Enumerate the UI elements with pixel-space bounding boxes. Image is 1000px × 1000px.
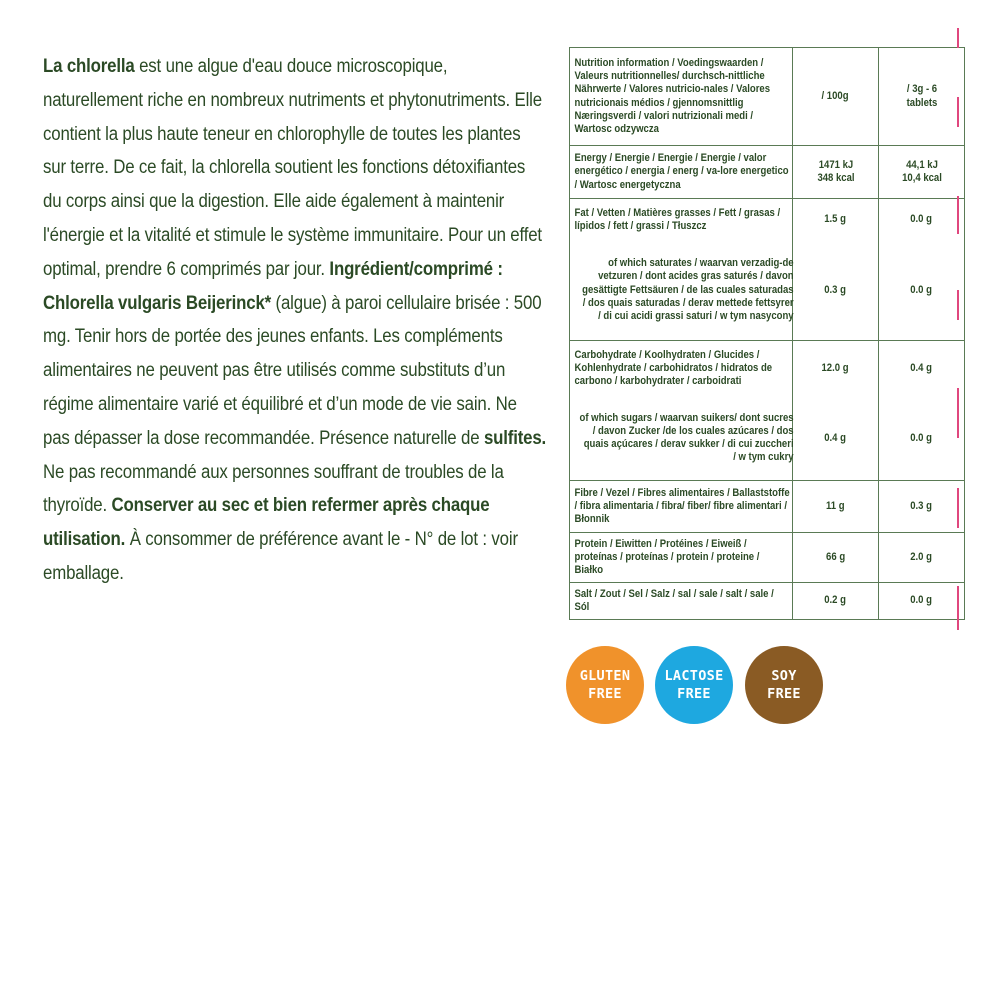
row-value-serving: 0.0 g <box>910 594 933 607</box>
intro-text: est une algue d'eau douce microscopique, naturellement riche en nombreux nutriments et phytonutriments. Elle contient la plus haute teneur en chlorophylle de toutes les plantes sur terre. De ce fait, la chlorella soutient les fonctions détoxifiantes du corps ainsi que la digestion. Elle aide également à maintenir l'énergie et la vitalité et stimule le système immunitaire. Pour un effet optimal, prendre 6 comprimés par jour. <box>43 55 542 280</box>
accent-mark <box>957 388 959 438</box>
row-label: of which sugars / waarvan suikers/ dont sucres / davon Zucker /de los cuales azúcares / dos quais açúcares / derav sukker / di cui zuccheri / w tym cukry <box>579 411 794 464</box>
header-100g-cell <box>793 48 879 146</box>
accent-mark <box>957 97 959 127</box>
row-label: Protein / Eiwitten / Protéines / Eiweiß / proteínas / proteínas / protein / proteine / Białko <box>574 537 760 577</box>
ingredient-bold: Ingrédient/comprimé : Chlorella vulgaris Beijerinck* <box>43 257 503 314</box>
accent-mark <box>957 586 959 630</box>
row-label: of which saturates / waarvan verzadig-de vetzuren / dont acides gras saturés / davon gesättigte Fettsäuren / de las cuales saturadas / dos quais saturadas / derav mettede fettsyrer / di cui acidi grassi saturi / w tym nasycony <box>582 257 794 323</box>
nutrition-header-row <box>570 48 965 146</box>
end-text: À consommer de préférence avant le - N° de lot : voir emballage. <box>43 528 518 584</box>
row-value-100g: 0.2 g <box>824 594 847 607</box>
accent-mark <box>957 488 959 528</box>
row-value-100g: 0.4 g <box>824 431 847 444</box>
badge-line1: GLUTEN <box>579 668 631 684</box>
description-paragraph <box>43 50 546 591</box>
row-value-100g: 1.5 g <box>824 213 847 226</box>
nutrition-row-protein <box>570 533 965 583</box>
row-value-100g: 0.3 g <box>824 283 847 296</box>
nutrition-row-carbohydrate <box>570 341 965 397</box>
header-label: Nutrition information / Voedingswaarden / Valeurs nutritionnelles/ durchsch-nittliche Nährwerte / Valores nutricio-nales / Valores nutricionais médios / gjennomsnittlig Næringsverdi / valori nutrizionali medi / Wartosc odzywcza <box>574 56 771 135</box>
thyroid-text: Ne pas recommandé aux personnes souffrant de troubles de la thyroïde. <box>43 460 504 517</box>
ingredient-text: (algue) à paroi cellulaire brisée : 500 mg. Tenir hors de portée des jeunes enfants. Les compléments alimentaires ne peuvent pas être utilisés comme substituts d’un régime alimentaire varié et équilibré et d’un mode de vie sain. Ne pas dépasser la dose recommandée. Présence naturelle de <box>43 291 542 449</box>
row-label: Fibre / Vezel / Fibres alimentaires / Ballaststoffe / fibra alimentaria / fibra/ fiber/ fibre alimentari / Błonnik <box>574 486 790 526</box>
row-value-serving: 44,1 kJ 10,4 kcal <box>901 158 942 184</box>
accent-mark <box>957 290 959 320</box>
nutrition-row-fibre <box>570 481 965 533</box>
row-value-serving: 0.0 g <box>910 283 933 296</box>
row-value-serving: 0.0 g <box>910 213 933 226</box>
nutrition-row-sugars <box>570 397 965 481</box>
lactose-free-badge <box>655 646 733 724</box>
row-value-100g: 66 g <box>825 550 846 563</box>
nutrition-row-saturates <box>570 241 965 341</box>
row-value-serving: 0.4 g <box>910 362 933 375</box>
product-description <box>43 50 546 591</box>
row-value-100g: 11 g <box>826 499 845 512</box>
header-label-cell <box>570 48 793 146</box>
row-value-serving: 0.3 g <box>910 499 933 512</box>
accent-mark <box>957 196 959 234</box>
header-serving-cell <box>879 48 965 146</box>
badge-line1: LACTOSE <box>664 668 724 684</box>
nutrition-table <box>569 47 965 620</box>
row-value-100g: 1471 kJ 348 kcal <box>816 158 855 184</box>
header-100g: / 100g <box>821 89 850 102</box>
badge-line2: FREE <box>677 686 711 702</box>
gluten-free-badge <box>566 646 644 724</box>
storage-bold: Conserver au sec et bien refermer après chaque utilisation. <box>43 494 490 551</box>
row-label: Carbohydrate / Koolhydraten / Glucides / Kohlenhydrate / carbohidratos / hidratos de carbono / karbohydrater / carboidrati <box>574 348 773 388</box>
row-label: Fat / Vetten / Matières grasses / Fett / grasas / lípidos / fett / grassi / Tłuszcz <box>574 206 781 232</box>
row-value-serving: 2.0 g <box>910 550 933 563</box>
nutrition-row-fat <box>570 199 965 241</box>
sulfites-bold: sulfites. <box>483 426 547 449</box>
row-value-100g: 12.0 g <box>821 362 850 375</box>
intro-bold: La chlorella <box>43 55 135 77</box>
badge-line2: FREE <box>588 686 622 702</box>
header-serving: / 3g - 6 tablets <box>906 83 937 109</box>
nutrition-row-energy <box>570 146 965 199</box>
badge-line2: FREE <box>767 686 801 702</box>
row-label: Energy / Energie / Energie / Energie / valor energético / energia / energ / va-lore energetico / Wartosc energetyczna <box>574 152 789 191</box>
accent-mark <box>957 28 959 48</box>
nutrition-row-salt <box>570 583 965 620</box>
badge-line1: SOY <box>771 668 797 684</box>
row-value-serving: 0.0 g <box>910 431 933 444</box>
row-label: Salt / Zout / Sel / Salz / sal / sale / salt / sale / Sól <box>574 587 774 613</box>
soy-free-badge <box>745 646 823 724</box>
